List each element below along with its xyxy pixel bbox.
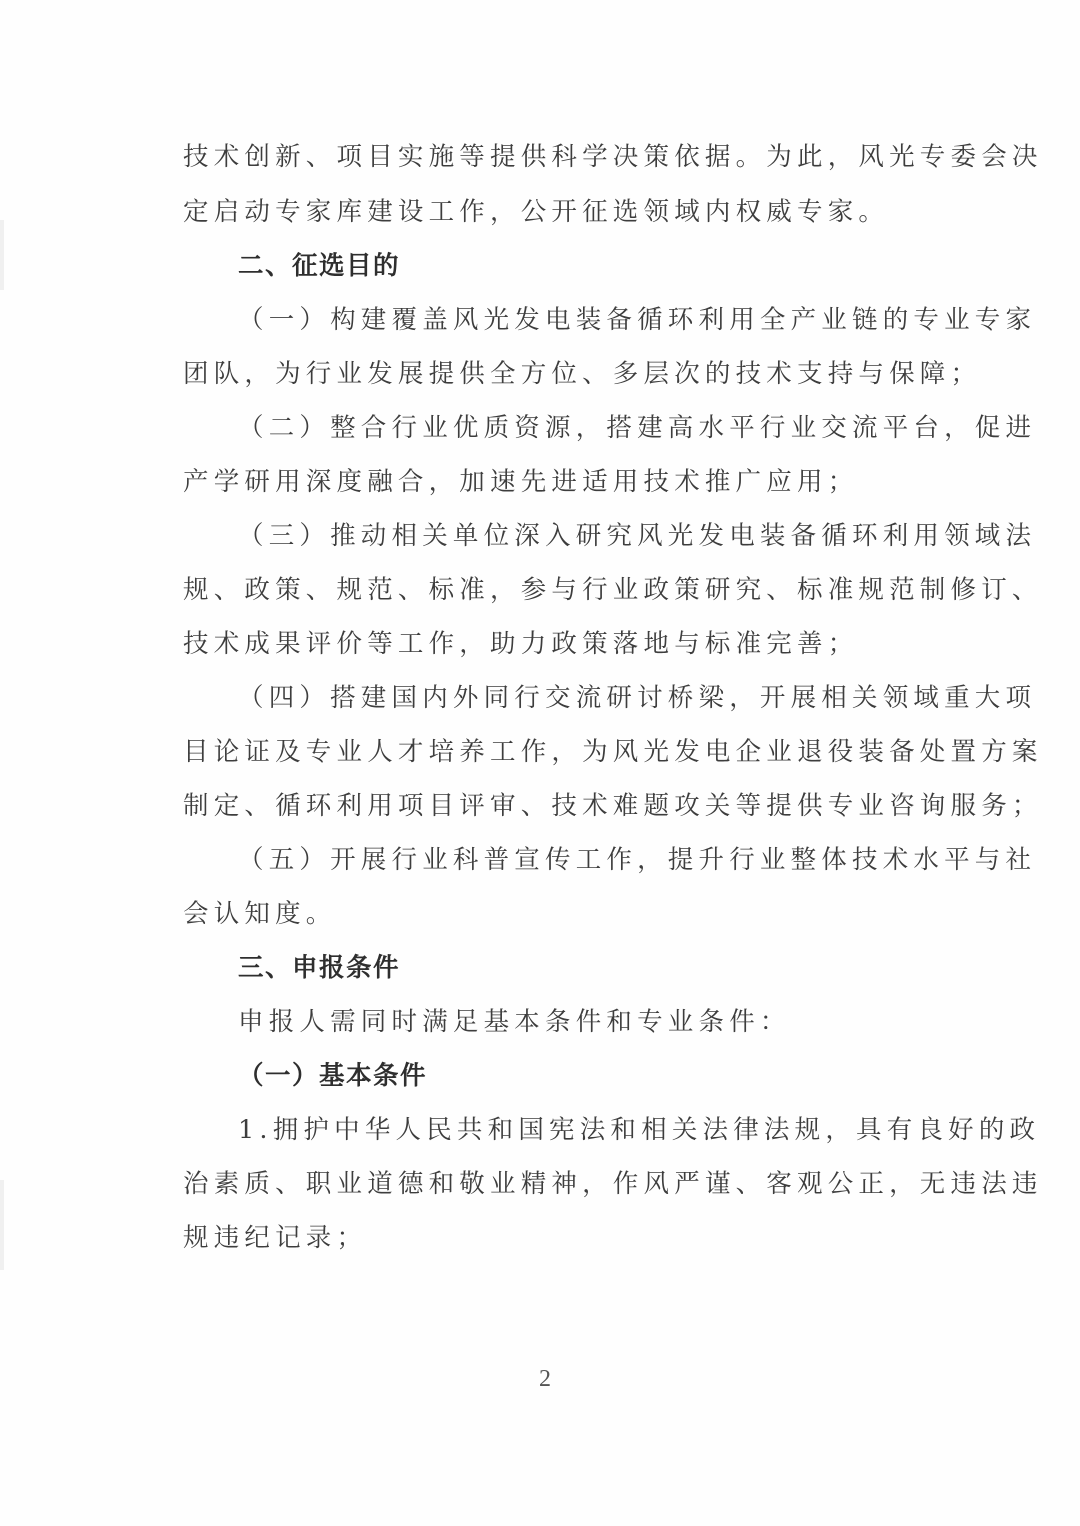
paragraph-line: （三）推动相关单位深入研究风光发电装备循环利用领域法	[238, 521, 1037, 551]
page-number: 2	[539, 1366, 551, 1392]
paragraph-line: 规、政策、规范、标准，参与行业政策研究、标准规范制修订、	[183, 575, 1043, 605]
paragraph-line: 目论证及专业人才培养工作，为风光发电企业退役装备处置方案	[183, 737, 1043, 767]
scan-edge-mark	[0, 1180, 4, 1270]
paragraph-line: （四）搭建国内外同行交流研讨桥梁，开展相关领域重大项	[238, 683, 1037, 713]
paragraph-line: 技术成果评价等工作，助力政策落地与标准完善；	[183, 629, 859, 659]
heading-line: 三、申报条件	[238, 953, 401, 983]
paragraph-line: 产学研用深度融合，加速先进适用技术推广应用；	[183, 467, 859, 497]
paragraph-line: 申报人需同时满足基本条件和专业条件：	[238, 1007, 791, 1037]
paragraph-line: （二）整合行业优质资源，搭建高水平行业交流平台，促进	[238, 413, 1037, 443]
paragraph-line: 团队，为行业发展提供全方位、多层次的技术支持与保障；	[183, 359, 982, 389]
heading-line: 二、征选目的	[238, 251, 401, 281]
paragraph-line: 定启动专家库建设工作，公开征选领域内权威专家。	[183, 197, 890, 227]
paragraph-line: （五）开展行业科普宣传工作，提升行业整体技术水平与社	[238, 845, 1037, 875]
sub-heading-line: （一）基本条件	[238, 1061, 428, 1091]
paragraph-line: 制定、循环利用项目评审、技术难题攻关等提供专业咨询服务；	[183, 791, 1043, 821]
paragraph-line: 规违纪记录；	[183, 1223, 368, 1253]
scan-edge-mark	[0, 220, 4, 290]
paragraph-line: 会认知度。	[183, 899, 337, 929]
paragraph-line: （一）构建覆盖风光发电装备循环利用全产业链的专业专家	[238, 305, 1037, 335]
paragraph-line: 技术创新、项目实施等提供科学决策依据。为此，风光专委会决	[183, 142, 1043, 172]
paragraph-line: 治素质、职业道德和敬业精神，作风严谨、客观公正，无违法违	[183, 1169, 1043, 1199]
paragraph-line: 1.拥护中华人民共和国宪法和相关法律法规，具有良好的政	[238, 1115, 1041, 1145]
